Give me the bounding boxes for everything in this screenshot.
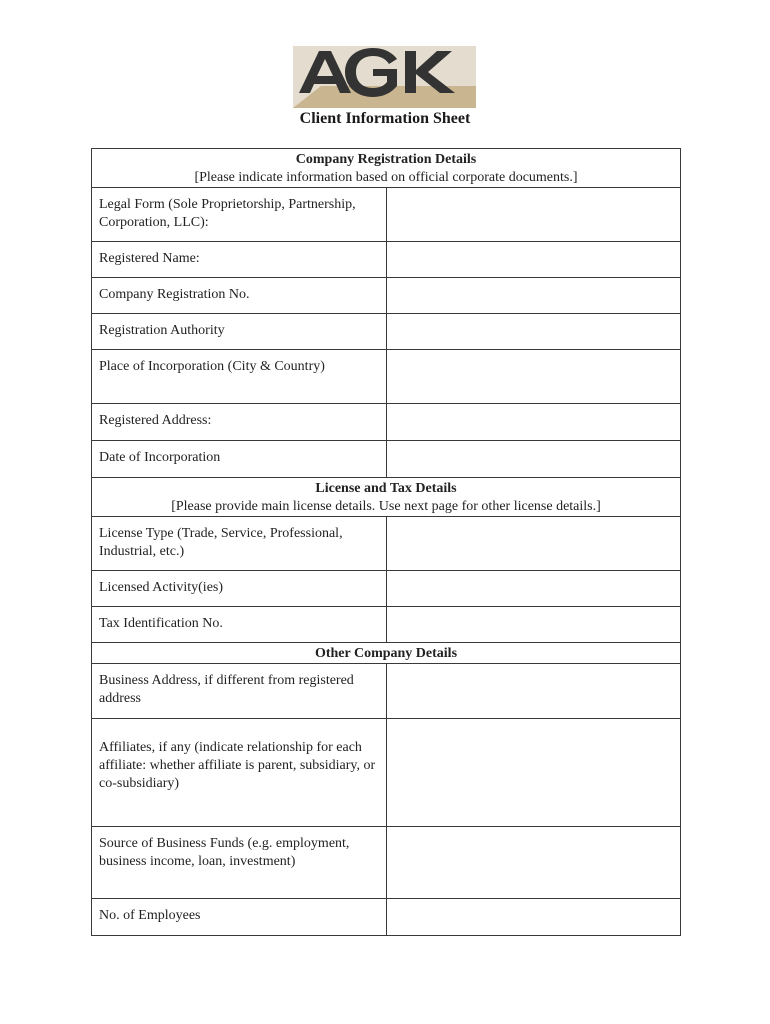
form-row [92,441,681,478]
section-header-row [92,643,681,664]
field-label: Affiliates, if any (indicate relationship for each affiliate: whether affiliate is parent, subsidiary, or co-subsidiary) [92,719,387,827]
section-header-row [92,478,681,517]
field-label: Source of Business Funds (e.g. employment, business income, loan, investment) [92,827,387,899]
registered-address-field[interactable] [386,404,681,441]
agk-logo-graphic [293,46,476,108]
field-label: Company Registration No. [92,278,387,314]
company-registration-no-field[interactable] [386,278,681,314]
licensed-activities-field[interactable] [386,571,681,607]
section-title: Company Registration Details [295,152,477,167]
field-label: Legal Form (Sole Proprietorship, Partnership, Corporation, LLC): [92,188,387,242]
field-label: Licensed Activity(ies) [92,571,387,607]
field-label: Place of Incorporation (City & Country) [92,350,387,404]
form-row [92,664,681,719]
client-information-table [91,148,681,936]
section-header-license-tax [92,478,681,517]
form-row [92,899,681,936]
form-row [92,314,681,350]
field-label: Registered Name: [92,242,387,278]
no-of-employees-field[interactable] [386,899,681,936]
section-note: [Please indicate information based on official corporate documents.] [194,170,578,185]
business-address-field[interactable] [386,664,681,719]
affiliates-field[interactable] [386,719,681,827]
document-title: Client Information Sheet [299,110,471,127]
section-header-company-registration [92,149,681,188]
registered-name-field[interactable] [386,242,681,278]
source-of-funds-field[interactable] [386,827,681,899]
form-row [92,607,681,643]
form-row [92,278,681,314]
section-note: [Please provide main license details. Use next page for other license details.] [171,499,601,514]
section-header-row [92,149,681,188]
form-row [92,350,681,404]
registration-authority-field[interactable] [386,314,681,350]
field-label: Business Address, if different from registered address [92,664,387,719]
form-row [92,719,681,827]
license-type-field[interactable] [386,517,681,571]
form-row [92,404,681,441]
section-title: License and Tax Details [315,481,457,496]
section-title: Other Company Details [314,646,458,661]
legal-form-field[interactable] [386,188,681,242]
form-row [92,188,681,242]
field-label: No. of Employees [92,899,387,936]
form-row [92,517,681,571]
form-row [92,571,681,607]
form-row [92,827,681,899]
field-label: Registered Address: [92,404,387,441]
tax-identification-no-field[interactable] [386,607,681,643]
field-label: Date of Incorporation [92,441,387,478]
agk-logo [293,46,476,108]
form-row [92,242,681,278]
field-label: Registration Authority [92,314,387,350]
field-label: License Type (Trade, Service, Professional, Industrial, etc.) [92,517,387,571]
place-of-incorporation-field[interactable] [386,350,681,404]
date-of-incorporation-field[interactable] [386,441,681,478]
section-header-other-company [92,643,681,664]
field-label: Tax Identification No. [92,607,387,643]
